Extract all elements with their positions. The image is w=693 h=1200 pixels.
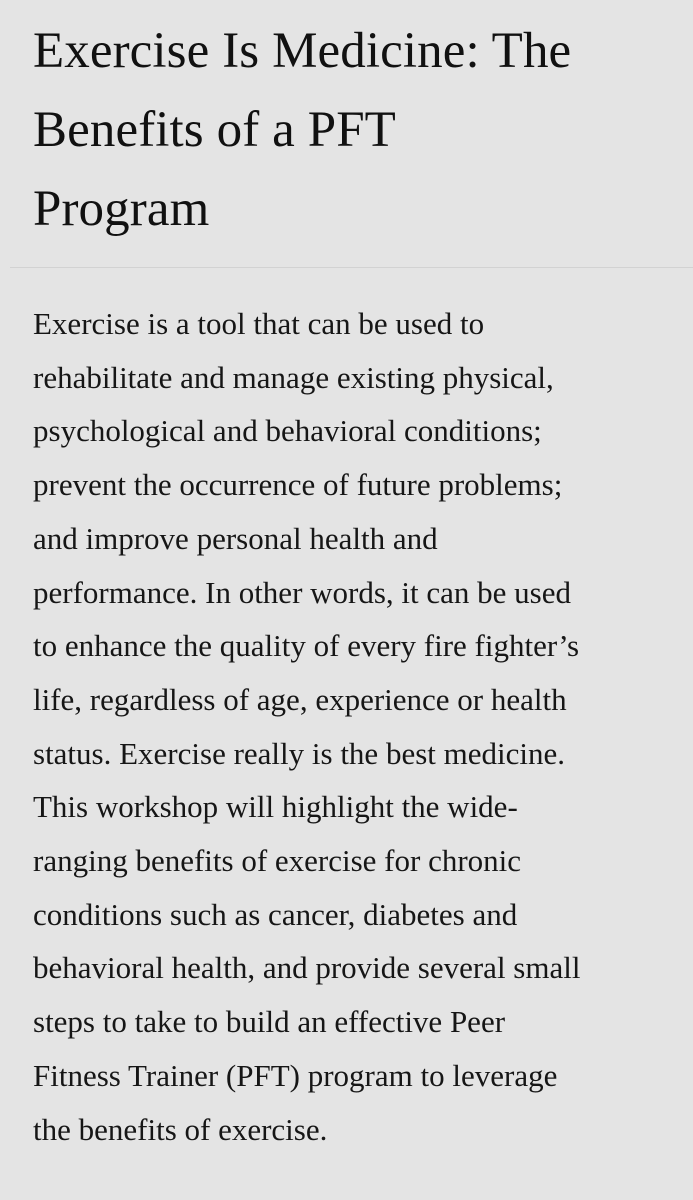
body-line: rehabilitate and manage existing physical, (33, 359, 554, 395)
body-line: conditions such as cancer, diabetes and (33, 896, 518, 932)
body-line: the benefits of exercise. (33, 1111, 328, 1147)
body-line: ranging benefits of exercise for chronic (33, 843, 522, 879)
body-line: behavioral health, and provide several small (33, 950, 581, 986)
title-line: Program (33, 181, 210, 237)
body-line: performance. In other words, it can be used (33, 574, 571, 610)
body-line: to enhance the quality of every fire fighter’s (33, 628, 580, 664)
article-title (33, 12, 683, 249)
title-line: Exercise Is Medicine: The (33, 23, 572, 79)
title-line: Benefits of a PFT (33, 102, 396, 158)
body-line: and improve personal health and (33, 520, 438, 556)
body-line: prevent the occurrence of future problems; (33, 467, 563, 503)
body-line: life, regardless of age, experience or health (33, 681, 567, 717)
body-line: Exercise is a tool that can be used to (33, 306, 485, 341)
body-line: Fitness Trainer (PFT) program to leverage (33, 1057, 558, 1093)
body-line: steps to take to build an effective Peer (33, 1004, 506, 1040)
article-body (33, 297, 683, 1156)
body-line: This workshop will highlight the wide- (33, 789, 518, 825)
body-line: psychological and behavioral conditions; (33, 413, 542, 449)
body-line: status. Exercise really is the best medicine. (33, 735, 565, 771)
title-divider (10, 267, 693, 268)
